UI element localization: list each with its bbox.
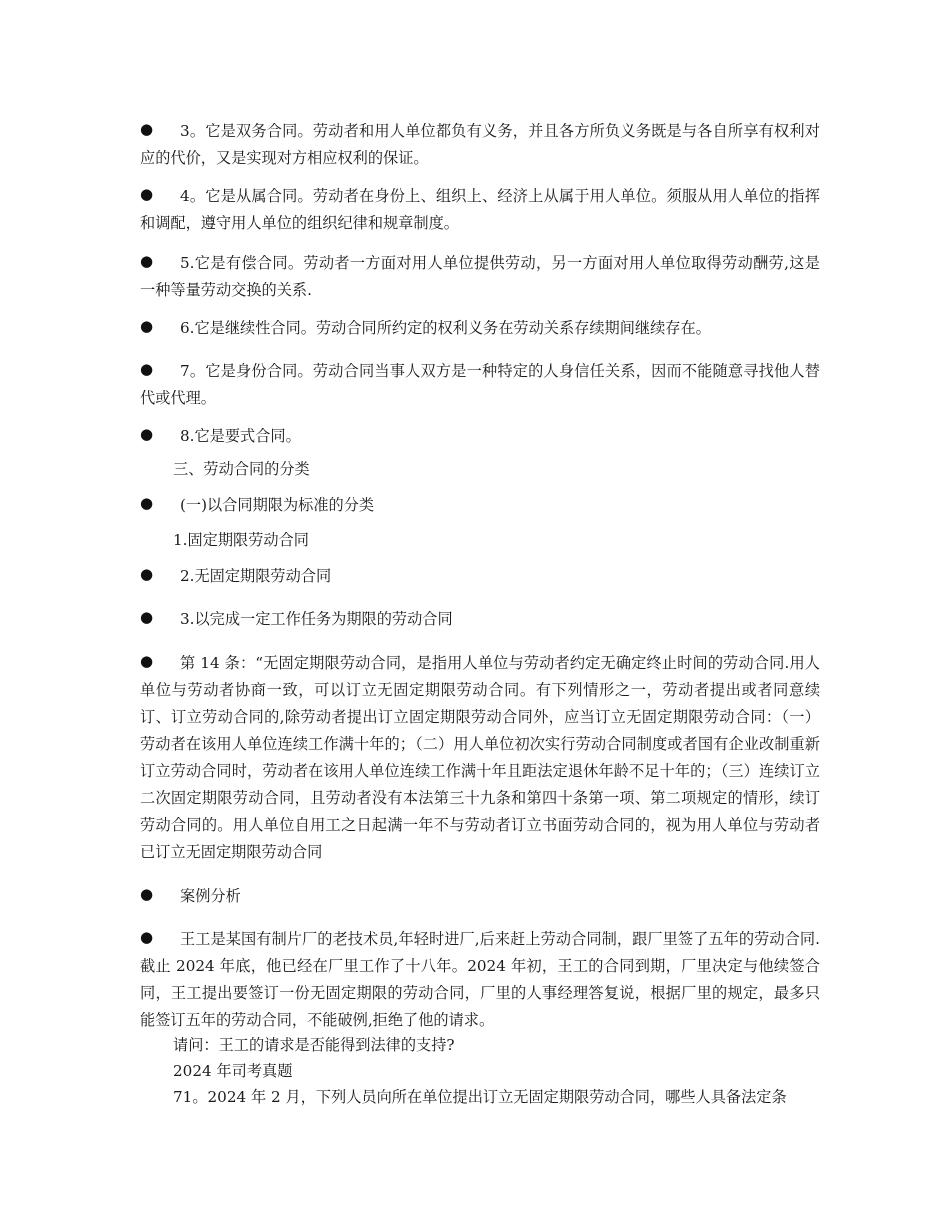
list-item-text: 3。它是双务合同。劳动者和用人单位都负有义务，并且各方所负义务既是与各自所享有权利对应的代价，又是实现对方相应权利的保证。: [140, 122, 820, 167]
list-item-text: 第 14 条：“无固定期限劳动合同，是指用人单位与劳动者约定无确定终止时间的劳动合同.用人单位与劳动者协商一致，可以订立无固定期限劳动合同。有下列情形之一，劳动者提出或者同意续订、订立劳动合同的,除劳动者提出订立固定期限劳动合同外，应当订立无固定期限劳动合同：（一）劳动者在该用人单位连续工作满十年的；（二）用人单位初次实行劳动合同制度或者国有企业改制重新订立劳动合同时，劳动者在该用人单位连续工作满十年且距法定退休年龄不足十年的；（三）连续订立二次固定期限劳动合同，且劳动者没有本法第三十九条和第四十条第一项、第二项规定的情形，续订劳动合同的。用人单位自用工之日起满一年不与劳动者订立书面劳动合同的，视为用人单位与劳动者已订立无固定期限劳动合同: [140, 654, 820, 861]
subitem-fixed-term: 1.固定期限劳动合同: [173, 531, 309, 549]
list-item-text: 5.它是有偿合同。劳动者一方面对用人单位提供劳动，另一方面对用人单位取得劳动酬劳,这是一种等量劳动交换的关系.: [140, 254, 820, 299]
bullet-icon: ●: [140, 608, 154, 626]
bullet-icon: ●: [140, 317, 154, 335]
case-question: 请问：王工的请求是否能得到法律的支持?: [173, 1036, 455, 1054]
list-item-open-term: [140, 563, 820, 590]
bullet-icon: ●: [140, 120, 154, 138]
list-item-category: [140, 492, 820, 519]
list-item-task-term: [140, 606, 820, 633]
list-item-case: [140, 926, 820, 1034]
list-item-text: 王工是某国有制片厂的老技术员,年轻时进厂,后来赶上劳动合同制，跟厂里签了五年的劳动合同.截止 2024 年底，他已经在厂里工作了十八年。2024 年初，王工的合同到期，厂里决定与他续签合同，王工提出要签订一份无固定期限的劳动合同，厂里的人事经理答复说，根据厂里的规定，最多只能签订五年的劳动合同，不能破例,拒绝了他的请求。: [140, 930, 820, 1029]
list-item-text: 2.无固定期限劳动合同: [180, 567, 332, 585]
exam-question-71: 71。2024 年 2 月，下列人员向所在单位提出订立无固定期限劳动合同，哪些人具备法定条: [173, 1088, 787, 1106]
exam-heading: 2024 年司考真题: [173, 1062, 293, 1080]
list-item-4: [140, 183, 820, 237]
bullet-icon: ●: [140, 885, 154, 903]
list-item-6: [140, 315, 820, 342]
list-item-text: 8.它是要式合同。: [180, 427, 301, 445]
bullet-icon: ●: [140, 185, 154, 203]
list-item-7: [140, 358, 820, 412]
list-item-text: 6.它是继续性合同。劳动合同所约定的权利义务在劳动关系存续期间继续存在。: [180, 319, 711, 337]
list-item-case-analysis: [140, 883, 820, 910]
list-item-8: [140, 423, 820, 450]
list-item-3: [140, 118, 820, 172]
list-item-text: 4。它是从属合同。劳动者在身份上、组织上、经济上从属于用人单位。须服从用人单位的指挥和调配，遵守用人单位的组织纪律和规章制度。: [140, 187, 820, 232]
bullet-icon: ●: [140, 494, 154, 512]
list-item-article-14: [140, 650, 820, 866]
section-heading: 三、劳动合同的分类: [173, 460, 310, 478]
list-item-text: (一)以合同期限为标准的分类: [180, 496, 375, 514]
list-item-5: [140, 250, 820, 304]
list-item-text: 3.以完成一定工作任务为期限的劳动合同: [180, 610, 453, 628]
list-item-text: 案例分析: [180, 887, 241, 905]
bullet-icon: ●: [140, 425, 154, 443]
list-item-text: 7。它是身份合同。劳动合同当事人双方是一种特定的人身信任关系，因而不能随意寻找他人替代或代理。: [140, 362, 820, 407]
bullet-icon: ●: [140, 928, 154, 946]
bullet-icon: ●: [140, 565, 154, 583]
bullet-icon: ●: [140, 252, 154, 270]
bullet-icon: ●: [140, 652, 154, 670]
bullet-icon: ●: [140, 360, 154, 378]
